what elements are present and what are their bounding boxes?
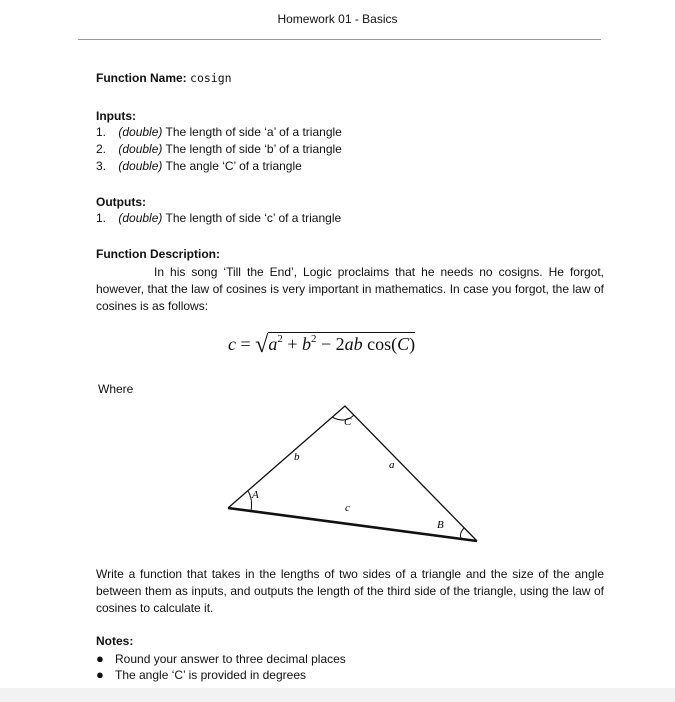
list-item-type: (double) (118, 125, 163, 139)
notes-list (96, 651, 346, 683)
outputs-section (96, 194, 341, 227)
list-item-type: (double) (118, 159, 163, 173)
formula-lhs: c (228, 334, 236, 354)
triangle-diagram (222, 398, 484, 546)
list-item-text: The angle ‘C’ of a triangle (165, 159, 302, 173)
vertex-a-label: A (252, 489, 259, 501)
outputs-heading: Outputs: (96, 195, 146, 209)
list-item-number: 2. (96, 142, 107, 156)
page-bottom-edge (0, 688, 675, 702)
formula-a-exponent: 2 (277, 333, 283, 345)
formula-cos: cos (367, 334, 392, 354)
list-item-text: The length of side ‘a’ of a triangle (165, 125, 342, 139)
vertex-b-label: B (437, 519, 444, 531)
inputs-heading: Inputs: (96, 109, 136, 123)
description-paragraph-block (96, 264, 604, 315)
list-item-type: (double) (118, 142, 163, 156)
formula-equals: = (240, 334, 251, 354)
outputs-list (96, 210, 341, 227)
header-divider (78, 39, 601, 40)
formula-ab: ab (344, 334, 363, 354)
formula-close-paren: ) (409, 334, 416, 354)
page-header-title: Homework 01 - Basics (277, 12, 398, 26)
list-item (96, 124, 342, 141)
vertex-c-label: C (344, 416, 352, 428)
description-paragraph: In his song ‘Till the End’, Logic proclaims that he needs no cosigns. He forgot, however, that the law of cosines is very important in mathematics. In case you forgot, the law of cosines is as follows: (96, 265, 604, 313)
list-item-number: 1. (96, 125, 107, 139)
formula-plus: + (287, 334, 298, 354)
side-c-label: c (345, 502, 350, 514)
formula-a: a (268, 334, 278, 354)
inputs-section (96, 108, 342, 175)
formula-angle: C (397, 334, 410, 354)
function-name-label: Function Name: (96, 71, 187, 85)
list-item-text: The length of side ‘b’ of a triangle (165, 142, 342, 156)
formula-b-exponent: 2 (310, 333, 317, 345)
bullet-icon: ● (96, 651, 104, 666)
list-item (96, 667, 346, 683)
list-item-type: (double) (118, 211, 163, 225)
list-item (96, 158, 342, 175)
formula-open-paren: ( (391, 334, 398, 354)
function-name-line (96, 71, 232, 85)
side-a-label: a (389, 459, 395, 471)
notes-heading: Notes: (96, 634, 134, 648)
note-text: The angle ‘C’ is provided in degrees (115, 668, 306, 682)
bullet-icon: ● (96, 667, 104, 682)
inputs-list (96, 124, 342, 175)
formula-b: b (301, 334, 311, 354)
list-item-number: 3. (96, 159, 107, 173)
where-label: Where (98, 382, 134, 396)
list-item (96, 210, 341, 227)
description-heading: Function Description: (96, 247, 220, 261)
list-item (96, 141, 342, 158)
angle-b-arc-icon (460, 528, 464, 539)
note-text: Round your answer to three decimal places (115, 652, 346, 666)
list-item-text: The length of side ‘c’ of a triangle (165, 211, 342, 225)
law-of-cosines-formula (228, 330, 415, 362)
formula-radicand (268, 332, 415, 354)
formula-coefficient: 2 (335, 334, 345, 354)
square-root-icon: √ (255, 332, 269, 358)
instructions-paragraph: Write a function that takes in the lengths of two sides of a triangle and the size of the angle between them as inputs, and outputs the length of the third side of the triangle, using the law of cosines to calculate it. (96, 567, 604, 615)
function-name-value: cosign (190, 71, 232, 85)
formula-minus: − (320, 334, 332, 354)
side-b-label: b (294, 451, 300, 463)
list-item (96, 651, 346, 667)
list-item-number: 1. (96, 211, 107, 225)
